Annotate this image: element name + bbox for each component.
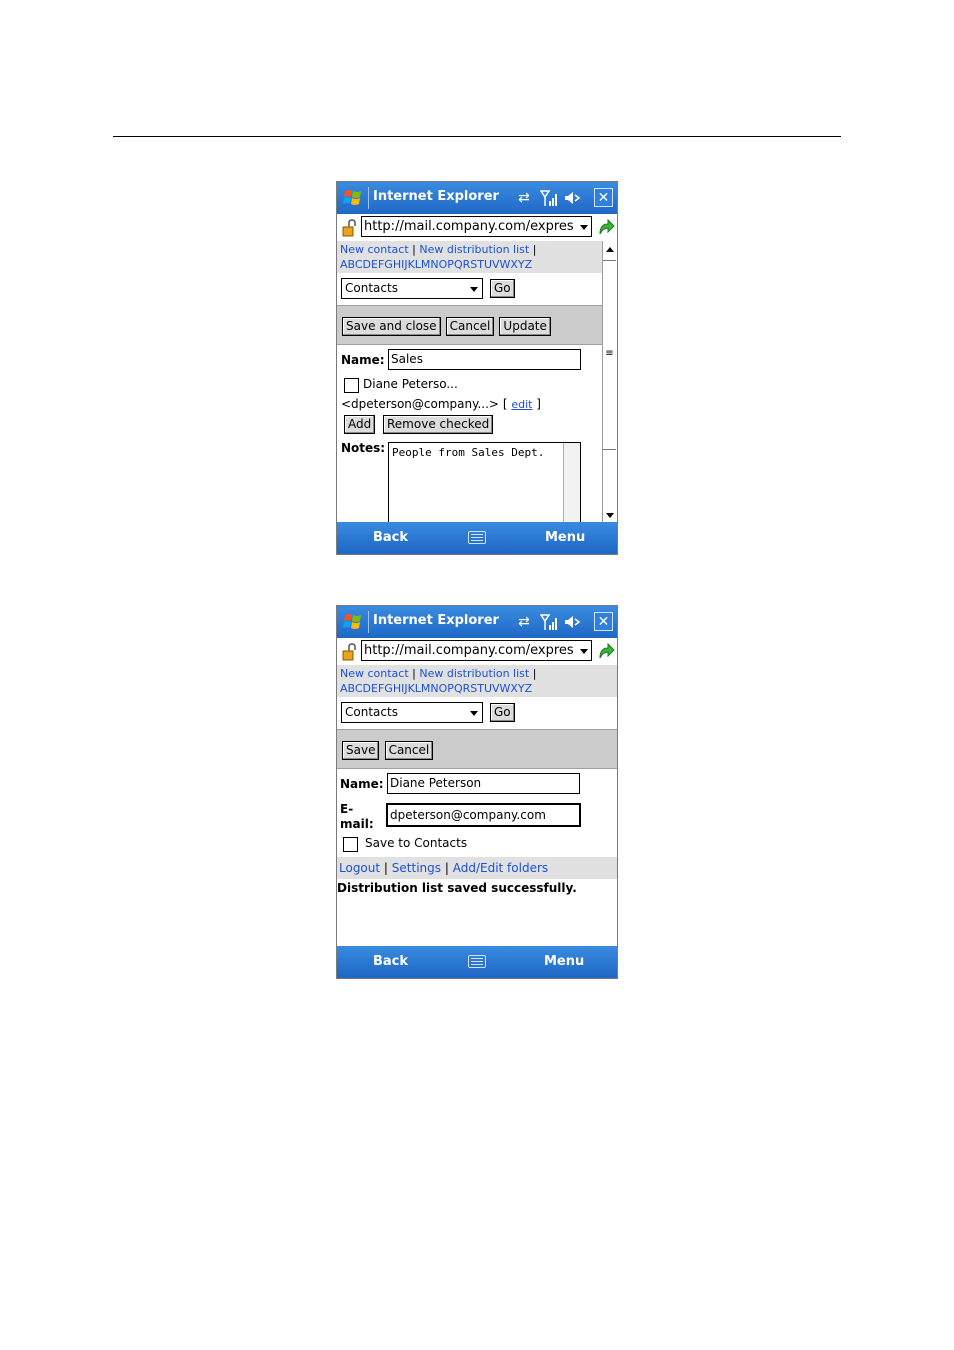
page-content — [337, 241, 617, 524]
nav-separator: | — [532, 667, 537, 680]
footer-links — [337, 857, 617, 879]
save-button[interactable]: Save — [342, 741, 379, 760]
address-row — [337, 638, 617, 665]
action-toolbar — [337, 729, 617, 769]
go-arrow-icon[interactable] — [596, 217, 616, 237]
page-scrollbar[interactable] — [602, 241, 617, 524]
member-email: <dpeterson@company...> — [341, 397, 499, 411]
notes-textarea[interactable] — [388, 442, 581, 524]
windows-logo-icon[interactable] — [341, 611, 365, 633]
nav-separator: | — [412, 667, 416, 680]
contact-form — [337, 769, 617, 857]
add-button[interactable]: Add — [344, 415, 375, 434]
alphabet-index-link[interactable]: ABCDEFGHIJKLMNOPQRSTUVWXYZ — [340, 258, 533, 271]
edit-bracket-open: [ — [502, 397, 508, 411]
footer-separator: | — [383, 861, 388, 875]
address-dropdown-icon[interactable] — [580, 649, 588, 654]
save-to-contacts-checkbox[interactable] — [343, 837, 358, 852]
close-icon[interactable]: ✕ — [594, 188, 613, 207]
folder-select[interactable] — [341, 702, 483, 723]
nav-links — [337, 241, 617, 273]
lock-icon — [340, 642, 360, 662]
new-distribution-list-link[interactable]: New distribution list — [419, 667, 530, 680]
nav-separator: | — [532, 243, 537, 256]
nav-separator: | — [412, 243, 416, 256]
connectivity-icon[interactable]: ⇄ — [518, 614, 530, 630]
back-softkey[interactable]: Back — [373, 954, 409, 969]
folder-select-value: Contacts — [345, 705, 398, 719]
logout-link[interactable]: Logout — [339, 861, 381, 875]
chevron-down-icon[interactable] — [470, 287, 478, 292]
member-name: Diane Peterso... — [363, 377, 458, 391]
title-bar — [337, 606, 617, 638]
cancel-button[interactable]: Cancel — [446, 317, 495, 336]
alphabet-index-link[interactable]: ABCDEFGHIJKLMNOPQRSTUVWXYZ — [340, 682, 533, 695]
status-message: Distribution list saved successfully. — [337, 881, 577, 895]
name-field[interactable]: Sales — [388, 349, 581, 370]
connectivity-icon[interactable]: ⇄ — [518, 190, 530, 206]
page-rule — [113, 136, 841, 137]
add-edit-folders-link[interactable]: Add/Edit folders — [452, 861, 549, 875]
edit-link[interactable]: edit — [511, 398, 533, 411]
new-distribution-list-link[interactable]: New distribution list — [419, 243, 530, 256]
address-row — [337, 214, 617, 241]
grip-icon: ≡ — [605, 348, 614, 359]
email-label-line1: E- — [340, 802, 354, 816]
lock-icon — [340, 218, 360, 238]
signal-icon[interactable] — [540, 189, 558, 207]
folder-select[interactable] — [341, 278, 483, 299]
folder-select-row — [337, 273, 617, 305]
window-title: Internet Explorer — [373, 613, 499, 628]
edit-bracket-close: ] — [536, 397, 541, 411]
windows-logo-icon[interactable] — [341, 187, 365, 209]
remove-checked-button[interactable]: Remove checked — [383, 415, 493, 434]
nav-links — [337, 665, 617, 697]
back-softkey[interactable]: Back — [373, 530, 409, 545]
keyboard-icon[interactable] — [468, 955, 486, 968]
page-content — [337, 665, 617, 947]
address-url: http://mail.company.com/expres — [364, 219, 574, 234]
signal-icon[interactable] — [540, 613, 558, 631]
save-and-close-button[interactable]: Save and close — [342, 317, 441, 336]
new-contact-link[interactable]: New contact — [340, 243, 409, 256]
name-label: Name: — [340, 777, 384, 791]
title-bar — [337, 182, 617, 214]
member-checkbox[interactable] — [344, 378, 359, 393]
address-bar[interactable] — [361, 640, 592, 661]
save-to-contacts-label: Save to Contacts — [365, 836, 468, 850]
scroll-thumb[interactable] — [603, 260, 616, 450]
address-dropdown-icon[interactable] — [580, 225, 588, 230]
name-field[interactable]: Diane Peterson — [387, 773, 580, 794]
address-bar[interactable] — [361, 216, 592, 237]
email-field[interactable]: dpeterson@company.com — [386, 803, 581, 827]
notes-label: Notes: — [341, 441, 386, 455]
address-url: http://mail.company.com/expres — [364, 643, 574, 658]
menu-softkey[interactable]: Menu — [544, 954, 585, 969]
scroll-down-icon[interactable] — [606, 513, 614, 518]
email-label-line2: mail: — [340, 817, 374, 831]
keyboard-icon[interactable] — [468, 531, 486, 544]
title-separator — [368, 611, 369, 633]
footer-separator: | — [444, 861, 449, 875]
go-button[interactable]: Go — [490, 703, 515, 722]
notes-text: People from Sales Dept. — [392, 446, 545, 459]
folder-select-row — [337, 697, 617, 729]
notes-scrollbar[interactable] — [563, 443, 580, 524]
update-button[interactable]: Update — [499, 317, 550, 336]
edit-form — [337, 345, 617, 524]
cancel-button[interactable]: Cancel — [385, 741, 434, 760]
name-label: Name: — [341, 353, 385, 367]
action-toolbar — [337, 305, 617, 345]
settings-link[interactable]: Settings — [391, 861, 442, 875]
new-contact-link[interactable]: New contact — [340, 667, 409, 680]
phone-screen-edit-distribution-list — [336, 181, 618, 555]
softkey-bar — [337, 522, 617, 554]
chevron-down-icon[interactable] — [470, 711, 478, 716]
volume-icon[interactable] — [563, 613, 581, 631]
member-email-line — [341, 397, 541, 411]
go-button[interactable]: Go — [490, 279, 515, 298]
phone-screen-save-contact — [336, 605, 618, 979]
close-icon[interactable]: ✕ — [594, 612, 613, 631]
softkey-bar — [337, 946, 617, 978]
menu-softkey[interactable]: Menu — [545, 530, 586, 545]
title-separator — [368, 187, 369, 209]
window-title: Internet Explorer — [373, 189, 499, 204]
go-arrow-icon[interactable] — [596, 641, 616, 661]
folder-select-value: Contacts — [345, 281, 398, 295]
scroll-up-icon[interactable] — [606, 247, 614, 252]
volume-icon[interactable] — [563, 189, 581, 207]
